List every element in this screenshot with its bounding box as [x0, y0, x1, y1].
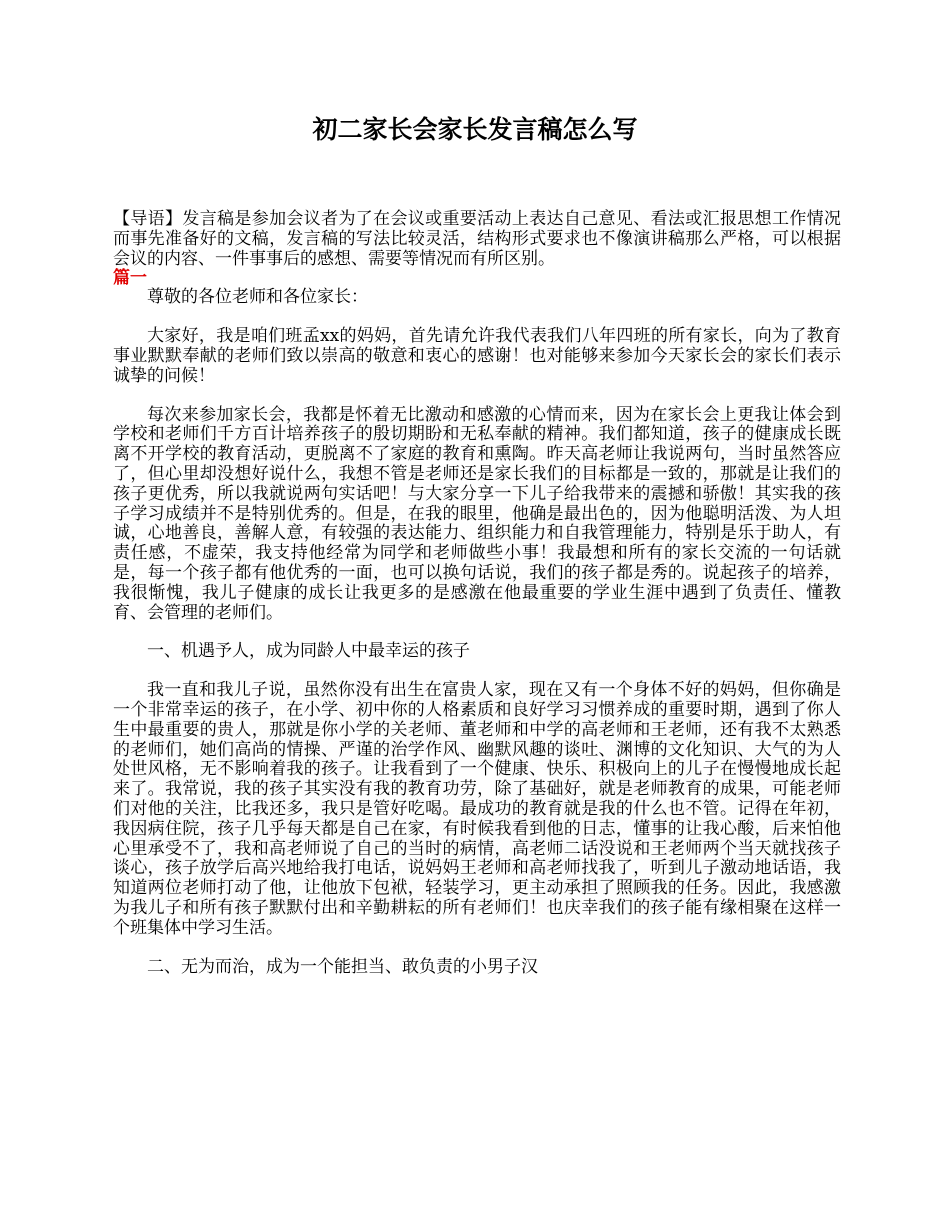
section-heading: 一、机遇予人，成为同龄人中最幸运的孩子 [147, 641, 470, 662]
section-heading: 二、无为而治，成为一个能担当、敢负责的小男子汉 [147, 956, 538, 977]
paragraph-gap [113, 623, 841, 642]
intro-paragraph: 【导语】发言稿是参加会议者为了在会议或重要活动上表达自己意见、看法或汇报思想工作情况而事先准备好的文稿，发言稿的写法比较灵活，结构形式要求也不像演讲稿那么严格，可以根据会议的内容、一件事事后的感想、需要等情况而有所区别。 [113, 209, 841, 269]
section-label: 篇一 [113, 268, 147, 289]
salutation: 尊敬的各位老师和各位家长： [147, 287, 368, 308]
body-paragraph: 大家好，我是咱们班孟xx的妈妈，首先请允许我代表我们八年四班的所有家长，向为了教育事业默默奉献的老师们致以崇高的敬意和衷心的感谢！也对能够来参加今天家长会的家长们表示诚挚的问候！ [113, 326, 841, 386]
paragraph-gap [113, 939, 841, 958]
document-body [113, 210, 841, 977]
paragraph-gap [113, 387, 841, 406]
paragraph-gap [113, 308, 841, 327]
paragraph-gap [113, 662, 841, 681]
body-paragraph: 每次来参加家长会，我都是怀着无比激动和感激的心情而来，因为在家长会上更我让体会到学校和老师们千方百计培养孩子的殷切期盼和无私奉献的精神。我们都知道，孩子的健康成长既离不开学校的教育活动，更脱离不了家庭的教育和熏陶。昨天高老师让我说两句，当时虽然答应了，但心里却没想好说什么，我想不管是老师还是家长我们的目标都是一致的，那就是让我们的孩子更优秀，所以我就说两句实话吧！与大家分享一下儿子给我带来的震撼和骄傲！其实我的孩子学习成绩并不是特别优秀的。但是，在我的眼里，他确是最出色的，因为他聪明活泼、为人坦诚，心地善良，善解人意，有较强的表达能力、组织能力和自我管理能力，特别是乐于助人，有责任感，不虚荣，我支持他经常为同学和老师做些小事！我最想和所有的家长交流的一句话就是，每一个孩子都有他优秀的一面，也可以换句话说，我们的孩子都是秀的。说起孩子的培养，我很惭愧，我儿子健康的成长让我更多的是感激在他最重要的学业生涯中遇到了负责任、懂教育、会管理的老师们。 [113, 404, 841, 623]
body-paragraph: 我一直和我儿子说，虽然你没有出生在富贵人家，现在又有一个身体不好的妈妈，但你确是一个非常幸运的孩子，在小学、初中你的人格素质和良好学习习惯养成的重要时期，遇到了你人生中最重要的贵人，那就是你小学的关老师、董老师和中学的高老师和王老师，还有我不太熟悉的老师们，她们高尚的情操、严谨的治学作风、幽默风趣的谈吐、渊博的文化知识、大气的为人处世风格，无不影响着我的孩子。让我看到了一个健康、快乐、积极向上的儿子在慢慢地成长起来了。我常说，我的孩子其实没有我的教育功劳，除了基础好，就是老师教育的成果，可能老师们对他的关注，比我还多，我只是管好吃喝。最成功的教育就是我的什么也不管。记得在年初，我因病住院，孩子几乎每天都是自己在家，有时候我看到他的日志，懂事的让我心酸，后来怕他心里承受不了，我和高老师说了自己的当时的病情，高老师二话没说和王老师两个当天就找孩子谈心，孩子放学后高兴地给我打电话，说妈妈王老师和高老师找我了，听到儿子激动地话语，我知道两位老师打动了他，让他放下包袱，轻装学习，更主动承担了照顾我的任务。因此，我感激为我儿子和所有孩子默默付出和辛勤耕耘的所有老师们！也庆幸我们的孩子能有缘相聚在这样一个班集体中学习生活。 [113, 680, 841, 938]
document-title: 初二家长会家长发言稿怎么写 [312, 115, 638, 144]
